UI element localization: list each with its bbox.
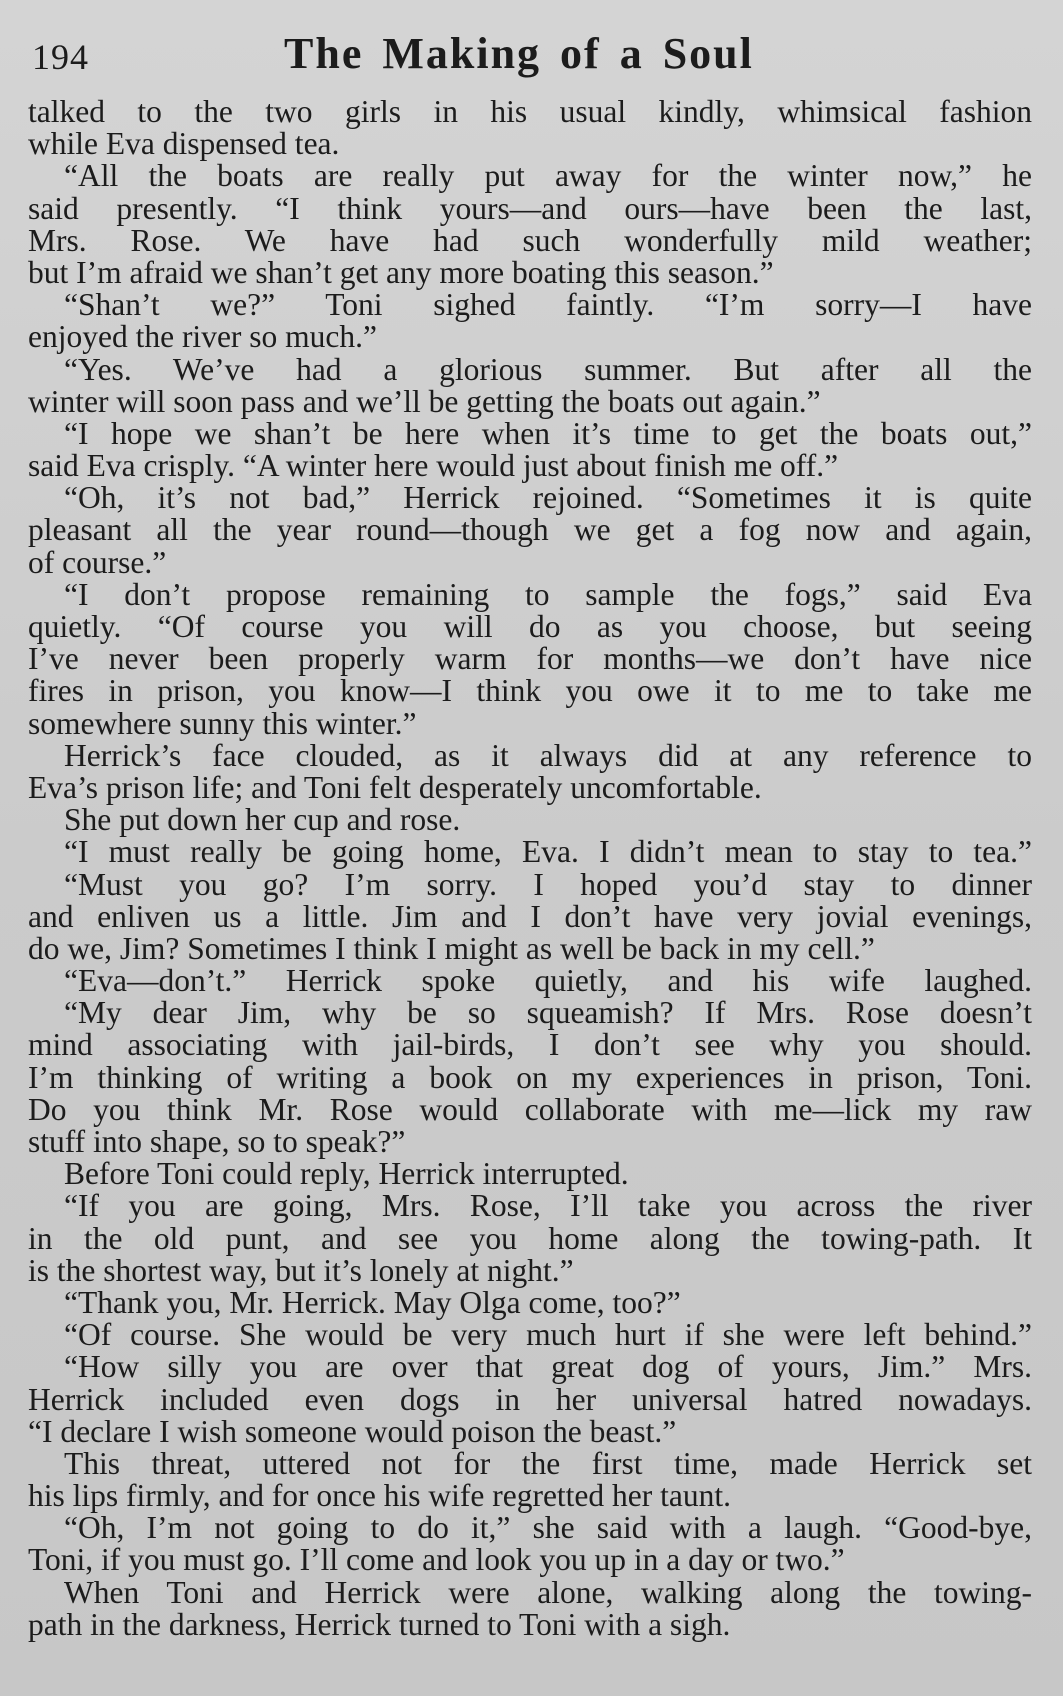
text-line: “My dear Jim, why be so squeamish? If Mrs. Rose doesn’t	[64, 995, 1032, 1031]
text-line: “Thank you, Mr. Herrick. May Olga come, too?”	[64, 1284, 681, 1320]
text-line: in the old punt, and see you home along the towing-path. It	[28, 1220, 1032, 1256]
text-line: “I declare I wish someone would poison the beast.”	[28, 1413, 677, 1449]
text-line: while Eva dispensed tea.	[28, 126, 340, 162]
text-line: talked to the two girls in his usual kindly, whimsical fashion	[28, 94, 1032, 129]
text-line: When Toni and Herrick were alone, walking along the towing-	[64, 1574, 1032, 1610]
text-line: “Must you go? I’m sorry. I hoped you’d stay to dinner	[64, 866, 1032, 902]
text-line: “Oh, I’m not going to do it,” she said with a laugh. “Good-bye,	[64, 1510, 1032, 1546]
text-line: winter will soon pass and we’ll be getting the boats out again.”	[28, 383, 821, 419]
text-line: Before Toni could reply, Herrick interrupted.	[64, 1156, 629, 1192]
text-line: is the shortest way, but it’s lonely at night.”	[28, 1252, 574, 1288]
text-line: said Eva crisply. “A winter here would just about finish me off.”	[28, 448, 839, 484]
text-line: path in the darkness, Herrick turned to Toni with a sigh.	[28, 1606, 731, 1642]
text-line: of course.”	[28, 544, 167, 580]
text-line: Herrick’s face clouded, as it always did at any reference to	[64, 737, 1032, 773]
body-text	[28, 96, 1032, 1641]
text-line: Toni, if you must go. I’ll come and look you up in a day or two.”	[28, 1542, 845, 1578]
text-line: fires in prison, you know—I think you owe it to me to take me	[28, 673, 1032, 709]
text-line: Do you think Mr. Rose would collaborate with me—lick my raw	[28, 1091, 1032, 1127]
text-line: “I don’t propose remaining to sample the fogs,” said Eva	[64, 576, 1032, 612]
text-line: “Yes. We’ve had a glorious summer. But after all the	[64, 351, 1032, 387]
text-line: mind associating with jail-birds, I don’t see why you should.	[28, 1027, 1032, 1063]
text-line: “How silly you are over that great dog of yours, Jim.” Mrs.	[64, 1349, 1032, 1385]
text-line: “If you are going, Mrs. Rose, I’ll take you across the river	[64, 1188, 1032, 1224]
text-line: “Oh, it’s not bad,” Herrick rejoined. “Sometimes it is quite	[64, 480, 1032, 516]
text-line: Eva’s prison life; and Toni felt desperately uncomfortable.	[28, 769, 762, 805]
text-line: She put down her cup and rose.	[64, 802, 461, 838]
text-line: “All the boats are really put away for the winter now,” he	[64, 158, 1032, 194]
text-line: Mrs. Rose. We have had such wonderfully mild weather;	[28, 222, 1032, 258]
text-line: “I must really be going home, Eva. I didn’t mean to stay to tea.”	[64, 834, 1032, 870]
running-title: The Making of a Soul	[284, 29, 754, 78]
text-line: said presently. “I think yours—and ours—have been the last,	[28, 190, 1032, 226]
text-line: “Of course. She would be very much hurt if she were left behind.”	[64, 1317, 1032, 1353]
text-line: This threat, uttered not for the first time, made Herrick set	[64, 1445, 1032, 1481]
text-line: enjoyed the river so much.”	[28, 319, 378, 355]
text-line: pleasant all the year round—though we get a fog now and again,	[28, 512, 1032, 548]
text-line: Herrick included even dogs in her universal hatred nowadays.	[28, 1381, 1032, 1417]
text-line: I’ve never been properly warm for months—we don’t have nice	[28, 641, 1032, 677]
text-line: “I hope we shan’t be here when it’s time to get the boats out,”	[64, 415, 1032, 451]
text-line: but I’m afraid we shan’t get any more boating this season.”	[28, 254, 774, 290]
text-line: “Eva—don’t.” Herrick spoke quietly, and his wife laughed.	[64, 963, 1032, 999]
text-line: stuff into shape, so to speak?”	[28, 1124, 406, 1159]
text-line: I’m thinking of writing a book on my experiences in prison, Toni.	[28, 1059, 1032, 1095]
text-line: somewhere sunny this winter.”	[28, 705, 417, 741]
text-line: quietly. “Of course you will do as you choose, but seeing	[28, 609, 1032, 644]
text-line: his lips firmly, and for once his wife regretted her taunt.	[28, 1478, 731, 1514]
text-line: “Shan’t we?” Toni sighed faintly. “I’m sorry—I have	[64, 287, 1032, 323]
page-number: 194	[32, 37, 89, 77]
page-header	[32, 28, 1032, 84]
text-line: do we, Jim? Sometimes I think I might as well be back in my cell.”	[28, 930, 875, 966]
text-line: and enliven us a little. Jim and I don’t have very jovial evenings,	[28, 898, 1032, 934]
